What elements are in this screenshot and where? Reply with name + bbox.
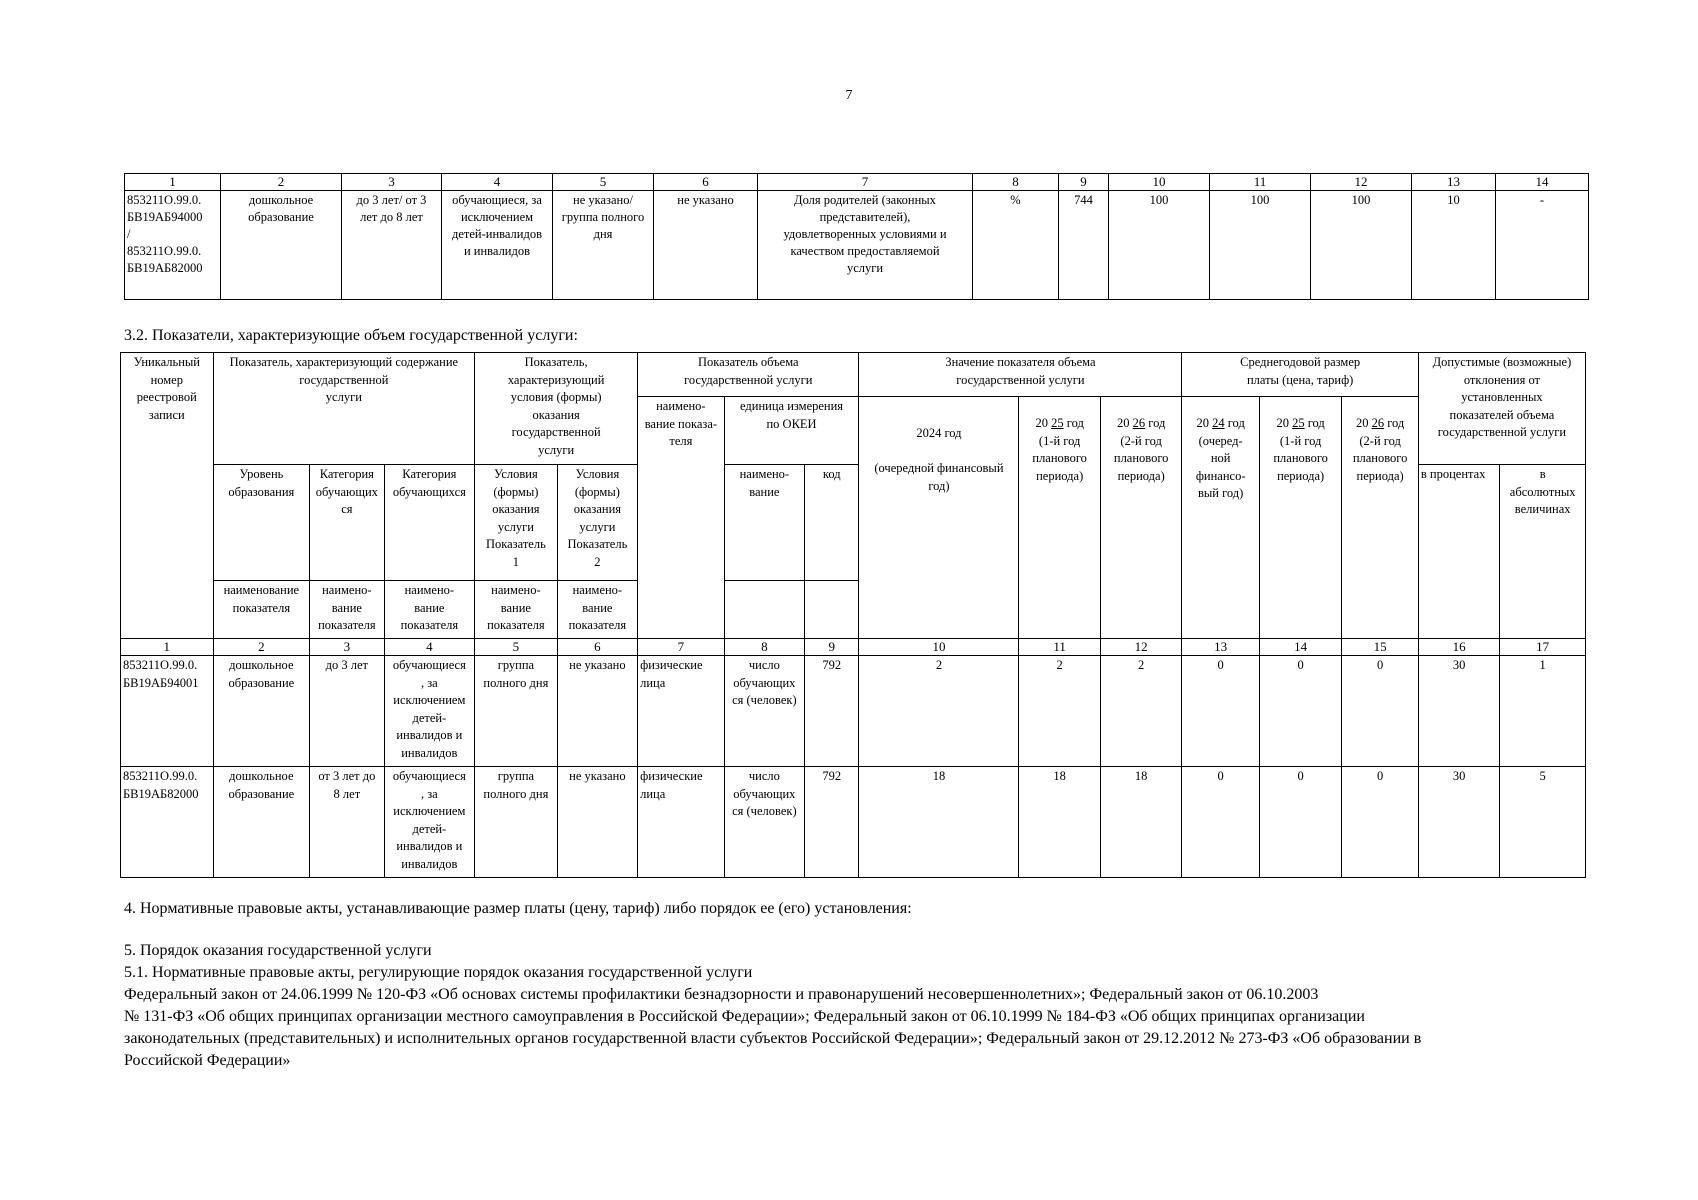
col-number: 1	[125, 174, 221, 191]
price-2024-cell: 0	[1182, 656, 1259, 767]
not-specified-cell: не указано	[557, 767, 637, 878]
col-number: 13	[1182, 639, 1259, 656]
header-unique-number: Уникальный номер реестровой записи	[121, 353, 214, 639]
header-code: код	[805, 465, 859, 581]
label-condition-1: наимено- вание показателя	[475, 581, 557, 639]
header-okei-unit: единица измерения по ОКЕИ	[724, 397, 859, 465]
okei-code-cell: 792	[805, 767, 859, 878]
column-number-row	[121, 639, 1586, 656]
col-number: 5	[553, 174, 654, 191]
label-education-level: наименование показателя	[213, 581, 310, 639]
volume-indicators-table	[120, 352, 1586, 878]
registry-number-cell: 853211О.99.0. БВ19АБ82000	[121, 767, 214, 878]
header-volume-value: Значение показателя объема государственной услуги	[859, 353, 1182, 397]
header-volume-indicator: Показатель объема государственной услуги	[638, 353, 859, 397]
law-line-3: законодательных (представительных) и исполнительных органов государственной власти субъектов Российской Федерации»; Федеральный закон от 29.12.2012 № 273-ФЗ «Об образовании в	[124, 1030, 1422, 1047]
section-3-2-title: 3.2. Показатели, характеризующие объем государственной услуги:	[124, 327, 578, 344]
deviation-percent-cell: 30	[1418, 767, 1499, 878]
col-number: 13	[1412, 174, 1496, 191]
deviation-absolute-cell: -	[1496, 191, 1589, 300]
deviation-percent-cell: 30	[1418, 656, 1499, 767]
not-specified-cell: не указано	[654, 191, 758, 300]
header-student-category-2: Категория обучающихся	[384, 465, 475, 581]
price-2025-cell: 0	[1259, 767, 1341, 878]
deviation-absolute-cell: 1	[1500, 656, 1586, 767]
header-education-level: Уровень образования	[213, 465, 310, 581]
registry-number-cell: 853211О.99.0. БВ19АБ94000 / 853211О.99.0. БВ19АБ82000	[125, 191, 221, 300]
value-2026-cell: 18	[1100, 767, 1182, 878]
consumer-category-cell: физические лица	[638, 656, 725, 767]
form-cell: группа полного дня	[475, 656, 557, 767]
header-year-2025: 20 25 год (1-й год планового периода)	[1019, 397, 1100, 639]
education-level-cell: дошкольное образование	[221, 191, 342, 300]
header-deviation-absolute: в абсолютных величинах	[1500, 465, 1586, 639]
age-category-cell: от 3 лет до 8 лет	[310, 767, 384, 878]
education-level-cell: дошкольное образование	[213, 656, 310, 767]
header-conditions-indicator: Показатель, характеризующий условия (формы) оказания государственной услуги	[475, 353, 638, 465]
unit-name-cell: число обучающих ся (человек)	[724, 767, 804, 878]
price-2026-cell: 0	[1342, 767, 1418, 878]
deviation-absolute-cell: 5	[1500, 767, 1586, 878]
law-line-4: Российской Федерации»	[124, 1052, 291, 1069]
label-code-empty	[805, 581, 859, 639]
header-condition-1: Условия (формы) оказания услуги Показатель 1	[475, 465, 557, 581]
header-content-indicator: Показатель, характеризующий содержание государственной услуги	[213, 353, 475, 465]
label-category-2: наимено- вание показателя	[384, 581, 475, 639]
col-number: 16	[1418, 639, 1499, 656]
header-volume-name: наимено- вание показа- теля	[638, 397, 725, 639]
col-number: 1	[121, 639, 214, 656]
deviation-percent-cell: 10	[1412, 191, 1496, 300]
value-2024-cell: 18	[859, 767, 1019, 878]
col-number: 2	[221, 174, 342, 191]
column-number-row	[125, 174, 1589, 191]
col-number: 10	[859, 639, 1019, 656]
student-category-cell: обучающиеся, за исключением детей-инвалидов и инвалидов	[442, 191, 553, 300]
section-5-text: 5. Порядок оказания государственной услуги	[124, 942, 432, 959]
col-number: 9	[1059, 174, 1109, 191]
header-student-category-1: Категория обучающих ся	[310, 465, 384, 581]
header-year-2026: 20 26 год (2-й год планового периода)	[1100, 397, 1182, 639]
value-2026-cell: 2	[1100, 656, 1182, 767]
col-number: 11	[1210, 174, 1311, 191]
okei-code-cell: 792	[805, 656, 859, 767]
page-number: 7	[845, 88, 853, 103]
header-unit-name: наимено- вание	[724, 465, 804, 581]
value-2026-cell: 100	[1311, 191, 1412, 300]
col-number: 5	[475, 639, 557, 656]
col-number: 6	[654, 174, 758, 191]
header-year-2024: 2024 год (очередной финансовый год)	[859, 397, 1019, 639]
okei-code-cell: 744	[1059, 191, 1109, 300]
col-number: 8	[973, 174, 1059, 191]
col-number: 6	[557, 639, 637, 656]
form-cell: не указано/ группа полного дня	[553, 191, 654, 300]
education-level-cell: дошкольное образование	[213, 767, 310, 878]
header-deviation: Допустимые (возможные) отклонения от установленных показателей объема государственной услуги	[1418, 353, 1585, 465]
table-row	[121, 656, 1586, 767]
table-row	[125, 191, 1589, 300]
price-2024-cell: 0	[1182, 767, 1259, 878]
value-2025-cell: 2	[1019, 656, 1100, 767]
table-row	[121, 767, 1586, 878]
col-number: 3	[310, 639, 384, 656]
value-2024-cell: 2	[859, 656, 1019, 767]
col-number: 14	[1496, 174, 1589, 191]
value-2025-cell: 100	[1210, 191, 1311, 300]
header-average-price: Среднегодовой размер платы (цена, тариф)	[1182, 353, 1418, 397]
unit-cell: %	[973, 191, 1059, 300]
col-number: 2	[213, 639, 310, 656]
not-specified-cell: не указано	[557, 656, 637, 767]
col-number: 9	[805, 639, 859, 656]
section-4-text: 4. Нормативные правовые акты, устанавливающие размер платы (цену, тариф) либо порядок ее (его) установления:	[124, 900, 912, 917]
unit-name-cell: число обучающих ся (человек)	[724, 656, 804, 767]
label-category-1: наимено- вание показателя	[310, 581, 384, 639]
col-number: 14	[1259, 639, 1341, 656]
value-2024-cell: 100	[1109, 191, 1210, 300]
header-price-2025: 20 25 год (1-й год планового периода)	[1259, 397, 1341, 639]
form-cell: группа полного дня	[475, 767, 557, 878]
quality-indicators-table	[124, 173, 1589, 300]
col-number: 4	[442, 174, 553, 191]
value-2025-cell: 18	[1019, 767, 1100, 878]
col-number: 3	[342, 174, 442, 191]
col-number: 7	[758, 174, 973, 191]
law-line-1: Федеральный закон от 24.06.1999 № 120-ФЗ «Об основах системы профилактики безнадзорности и правонарушений несовершеннолетних»; Федеральный закон от 06.10.2003	[124, 986, 1319, 1003]
header-price-2024: 20 24 год (очеред- ной финансо- вый год)	[1182, 397, 1259, 639]
student-category-cell: обучающиеся , за исключением детей- инвалидов и инвалидов	[384, 767, 475, 878]
col-number: 12	[1100, 639, 1182, 656]
col-number: 7	[638, 639, 725, 656]
label-unit-name-empty	[724, 581, 804, 639]
col-number: 15	[1342, 639, 1418, 656]
section-5-1-text: 5.1. Нормативные правовые акты, регулирующие порядок оказания государственной услуги	[124, 964, 753, 981]
label-condition-2: наимено- вание показателя	[557, 581, 637, 639]
col-number: 11	[1019, 639, 1100, 656]
header-price-2026: 20 26 год (2-й год планового периода)	[1342, 397, 1418, 639]
header-deviation-percent: в процентах	[1418, 465, 1499, 639]
col-number: 4	[384, 639, 475, 656]
col-number: 17	[1500, 639, 1586, 656]
col-number: 8	[724, 639, 804, 656]
indicator-name-cell: Доля родителей (законных представителей), удовлетворенных условиями и качеством предоставляемой услуги	[758, 191, 973, 300]
header-condition-2: Условия (формы) оказания услуги Показатель 2	[557, 465, 637, 581]
price-2025-cell: 0	[1259, 656, 1341, 767]
consumer-category-cell: физические лица	[638, 767, 725, 878]
age-category-cell: до 3 лет/ от 3 лет до 8 лет	[342, 191, 442, 300]
registry-number-cell: 853211О.99.0. БВ19АБ94001	[121, 656, 214, 767]
law-line-2: № 131-ФЗ «Об общих принципах организации местного самоуправления в Российской Федерации»; Федеральный закон от 06.10.1999 № 184-ФЗ «Об общих принципах организации	[124, 1008, 1365, 1025]
student-category-cell: обучающиеся , за исключением детей- инвалидов и инвалидов	[384, 656, 475, 767]
col-number: 12	[1311, 174, 1412, 191]
age-category-cell: до 3 лет	[310, 656, 384, 767]
col-number: 10	[1109, 174, 1210, 191]
price-2026-cell: 0	[1342, 656, 1418, 767]
